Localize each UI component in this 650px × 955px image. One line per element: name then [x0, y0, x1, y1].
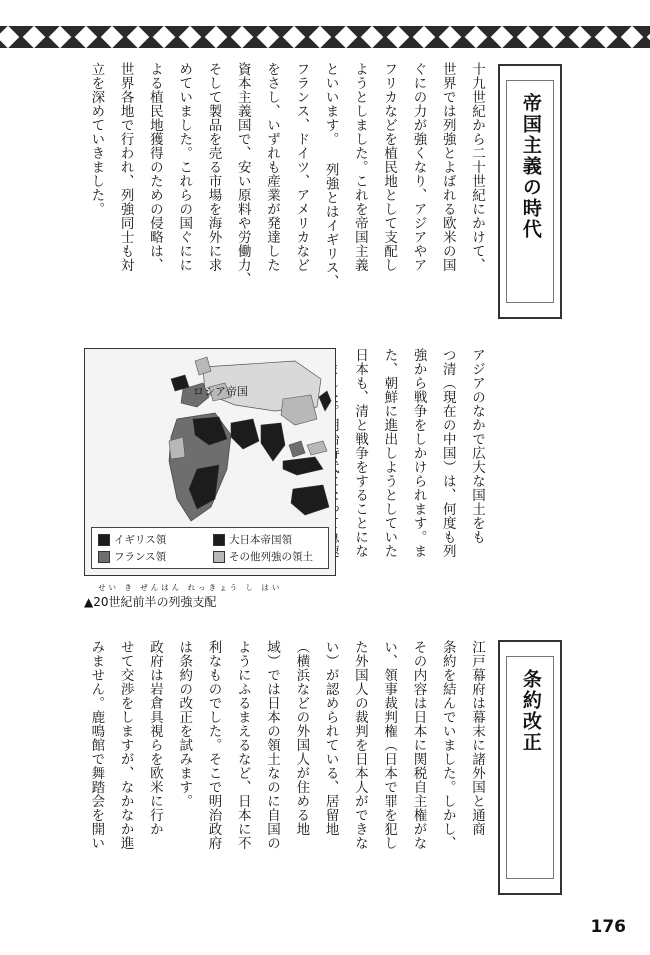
- body-treaty-column: その内容は日本に関税自主権がな: [410, 640, 427, 850]
- legend-item: [98, 532, 207, 547]
- diamond-icon: [439, 26, 462, 48]
- figure-caption: [84, 584, 336, 610]
- diamond-icon: [621, 26, 644, 48]
- legend-label: イギリス領: [114, 534, 167, 546]
- diamond-icon: [75, 26, 98, 48]
- section-title-treaty: [498, 640, 562, 895]
- legend-label: 大日本帝国領: [229, 534, 292, 546]
- diamond-icon: [283, 26, 306, 48]
- top-decorative-band: [0, 26, 650, 48]
- body-imperialism-column: めていました。これらの国ぐにに: [176, 62, 193, 272]
- diamond-icon: [387, 26, 410, 48]
- legend-swatch-icon: [213, 551, 225, 563]
- legend-swatch-icon: [213, 534, 225, 546]
- diamond-icon: [101, 26, 124, 48]
- body-text-treaty: [78, 640, 488, 902]
- body-text-map-side: [352, 348, 488, 613]
- diamond-icon: [335, 26, 358, 48]
- body-map-side-column: 強から戦争をしかけられます。ま: [410, 348, 427, 558]
- body-imperialism-column: よる植民地獲得のための侵略は、: [146, 62, 163, 272]
- diamond-icon: [49, 26, 72, 48]
- body-treaty-column: は条約の改正を試みます。: [176, 640, 193, 808]
- body-imperialism-column: 十九世紀から二十世紀にかけて、: [469, 62, 485, 272]
- body-imperialism-column: 資本主義国で、安い原料や労働力、: [234, 62, 251, 286]
- body-text-imperialism: [78, 62, 488, 312]
- diamond-icon: [569, 26, 592, 48]
- diamond-icon: [465, 26, 488, 48]
- diamond-pattern: [0, 26, 650, 48]
- body-treaty-column: 政府は岩倉具視らを欧米に行か: [146, 640, 163, 836]
- body-treaty-column: 利なものでした。そこで明治政府: [205, 640, 222, 850]
- legend-item: [213, 549, 322, 564]
- body-treaty-column: 江戸幕府は幕末に諸外国と通商: [469, 640, 485, 836]
- body-treaty-column: 条約を結んでいました。しかし、: [439, 640, 456, 850]
- legend-label: その他列強の領土: [229, 551, 313, 563]
- section-title-imperialism-text: 帝国主義の時代: [519, 93, 542, 240]
- figure-caption-text: ▲20世紀前半の列強支配: [84, 594, 217, 609]
- body-treaty-column: い、領事裁判権（日本で罪を犯し: [381, 640, 398, 850]
- body-map-side-column: た、朝鮮に進出しようとしていた: [381, 348, 398, 558]
- legend-item: [98, 549, 207, 564]
- body-treaty-column: （横浜などの外国人が住める地: [293, 640, 310, 836]
- body-imperialism-column: 世界各地で行われ、列強同士も対: [117, 62, 134, 272]
- legend-swatch-icon: [98, 551, 110, 563]
- body-imperialism-column: フリカなどを植民地として支配し: [381, 62, 398, 272]
- diamond-icon: [0, 26, 19, 48]
- diamond-icon: [517, 26, 540, 48]
- body-imperialism-column: 世界では列強とよばれる欧米の国: [439, 62, 456, 272]
- figure-world-map: [84, 348, 336, 628]
- diamond-icon: [179, 26, 202, 48]
- diamond-icon: [257, 26, 280, 48]
- legend-item: [213, 532, 322, 547]
- body-treaty-column: た外国人の裁判を日本人ができな: [351, 640, 368, 850]
- section-title-imperialism-inner: [506, 80, 554, 303]
- diamond-icon: [543, 26, 566, 48]
- body-imperialism-column: ぐにの力が強くなり、アジアやア: [410, 62, 427, 272]
- diamond-icon: [309, 26, 332, 48]
- body-treaty-column: みません。鹿鳴館で舞踏会を開い: [88, 640, 105, 850]
- body-imperialism-column: といいます。 列強とはイギリス、: [322, 62, 339, 289]
- diamond-icon: [413, 26, 436, 48]
- map-label-russia: ロシア帝国: [193, 385, 248, 398]
- page-number: 176: [590, 917, 626, 937]
- body-imperialism-column: をさし、いずれも産業が発達した: [264, 62, 281, 272]
- diamond-icon: [595, 26, 618, 48]
- diamond-icon: [361, 26, 384, 48]
- body-treaty-column: せて交渉をしますが、なかなか進: [117, 640, 134, 850]
- body-imperialism-column: ようとしました。これを帝国主義: [351, 62, 368, 272]
- map-legend: [91, 527, 329, 569]
- section-title-treaty-text: 条約改正: [519, 669, 542, 753]
- body-map-side-column: 日本も、清と戦争をすることにな: [352, 348, 369, 558]
- diamond-icon: [153, 26, 176, 48]
- diamond-icon: [491, 26, 514, 48]
- diamond-icon: [231, 26, 254, 48]
- legend-label: フランス領: [114, 551, 167, 563]
- section-title-imperialism: [498, 64, 562, 319]
- body-map-side-column: つ清（現在の中国）は、何度も列: [439, 348, 456, 558]
- body-treaty-column: ようにふるまえるなど、日本に不: [234, 640, 251, 850]
- body-map-side-column: アジアのなかで広大な国土をも: [469, 348, 485, 544]
- body-imperialism-column: そして製品を売る市場を海外に求: [205, 62, 222, 272]
- diamond-icon: [205, 26, 228, 48]
- body-treaty-column: い）が認められている、居留地: [322, 640, 339, 836]
- diamond-icon: [23, 26, 46, 48]
- map-frame: [84, 348, 336, 576]
- body-imperialism-column: 立を深めていきました。: [88, 62, 105, 216]
- body-imperialism-column: フランス、ドイツ、アメリカなど: [293, 62, 310, 272]
- diamond-icon: [127, 26, 150, 48]
- figure-caption-ruby: せい き ぜんはん れっきょう し はい: [98, 583, 283, 592]
- legend-swatch-icon: [98, 534, 110, 546]
- body-treaty-column: 域）では日本の領土なのに自国の: [264, 640, 281, 850]
- section-title-treaty-inner: [506, 656, 554, 879]
- page-content: [0, 48, 650, 955]
